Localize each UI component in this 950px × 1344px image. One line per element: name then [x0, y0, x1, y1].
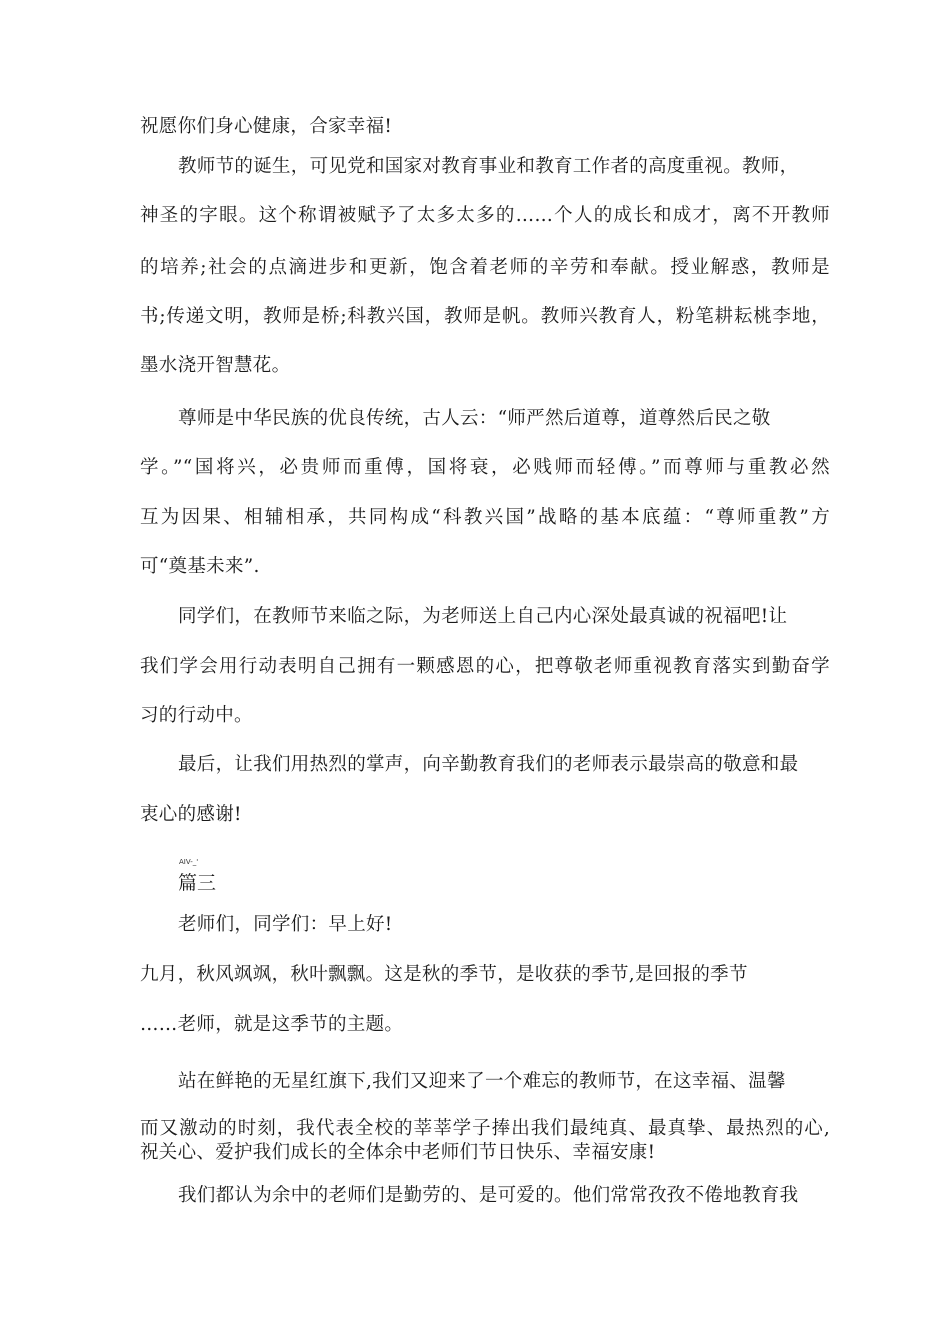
text-line: 神圣的字眼。这个称谓被赋予了太多太多的……个人的成长和成才，离不开教师 [140, 205, 830, 226]
text-line: ……老师，就是这季节的主题。 [140, 1014, 404, 1035]
text-line: 我们学会用行动表明自己拥有一颗感恩的心，把尊敬老师重视教育落实到勤奋学 [140, 656, 830, 677]
small-mark: AIV-_' [179, 858, 199, 866]
text-line: 可“奠基未来”. [140, 556, 260, 577]
text-line: 而又激动的时刻，我代表全校的莘莘学子捧出我们最纯真、最真挚、最热烈的心, [140, 1118, 830, 1139]
text-line: 学。”“国将兴，必贵师而重傅，国将衰，必贱师而轻傅。”而尊师与重教必然 [140, 457, 830, 478]
text-line: 最后，让我们用热烈的掌声，向辛勤教育我们的老师表示最崇高的敬意和最 [178, 754, 799, 775]
text-line: 教师节的诞生，可见党和国家对教育事业和教育工作者的高度重视。教师， [178, 156, 799, 177]
text-line: 祝关心、爱护我们成长的全体余中老师们节日快乐、幸福安康! [140, 1142, 656, 1163]
text-line: 互为因果、相辅相承，共同构成“科教兴国”战略的基本底蕴：“尊师重教”方 [140, 507, 830, 528]
text-line: 的培养;社会的点滴进步和更新，饱含着老师的辛劳和奉献。授业解惑，教师是 [140, 257, 830, 278]
text-line: 衷心的感谢! [140, 804, 242, 825]
text-line: 尊师是中华民族的优良传统，古人云：“师严然后道尊，道尊然后民之敬 [178, 408, 771, 429]
text-line: 老师们，同学们：早上好! [178, 914, 393, 935]
section-heading: 篇三 [178, 872, 217, 894]
text-line: 习的行动中。 [140, 705, 253, 726]
text-line: 站在鲜艳的无星红旗下,我们又迎来了一个难忘的教师节，在这幸福、温馨 [178, 1071, 786, 1092]
text-line: 书;传递文明，教师是桥;科教兴国，教师是帆。教师兴教育人，粉笔耕耘桃李地， [140, 306, 830, 327]
text-line: 墨水浇开智慧花。 [140, 355, 291, 376]
text-line: 九月，秋风飒飒，秋叶飘飘。这是秋的季节，是收获的季节,是回报的季节 [140, 964, 748, 985]
text-line: 我们都认为余中的老师们是勤劳的、是可爱的。他们常常孜孜不倦地教育我 [178, 1185, 799, 1206]
text-line: 同学们，在教师节来临之际，为老师送上自己内心深处最真诚的祝福吧!让 [178, 606, 788, 627]
text-line: 祝愿你们身心健康，合家幸福! [140, 116, 393, 137]
